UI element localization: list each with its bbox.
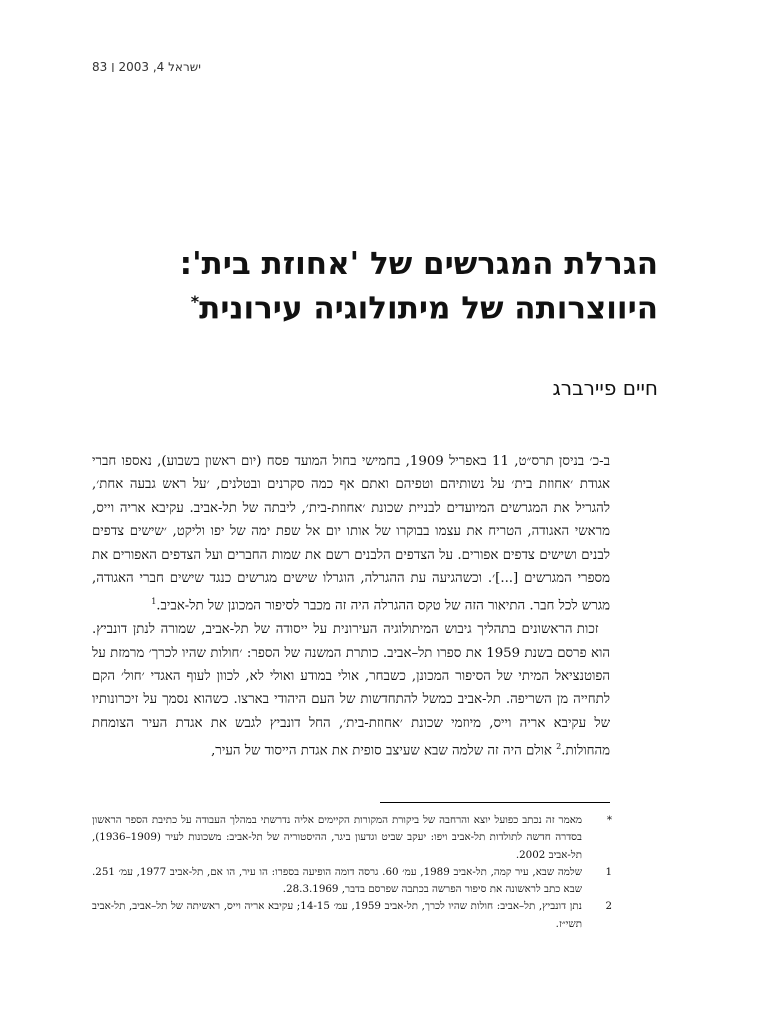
footnote-mark: 1 — [605, 865, 612, 878]
author-name: חיים פיירברג — [552, 376, 658, 400]
footnote — [92, 812, 612, 864]
title-footnote-mark: * — [190, 292, 200, 311]
footnotes — [92, 812, 612, 933]
footnote-separator — [380, 802, 610, 803]
title-line-2 — [98, 283, 658, 327]
running-head: ישראל 4, 2003 ׀ 83 — [92, 60, 201, 74]
footnote — [92, 864, 612, 899]
footnote-ref-1: 1 — [151, 597, 157, 607]
paragraph-2-tail: אולם היה זה שלמה שבא שעיצב סופית את אגדת הייסוד של העיר, — [211, 743, 557, 759]
footnote-ref-2: 2 — [556, 742, 562, 752]
paragraph-2 — [92, 618, 610, 763]
paragraph-1-text: ב-כ׳ בניסן תרס״ט, 11 באפריל 1909, בחמישי בחול המועד פסח (יום ראשון בשבוע), נאספו חברי אגודת ׳אחוזת בית׳ על נשותיהם וטפיהם ואתם אף כמה סקרנים ובטלנים, ׳על ראש גבעה אחת׳, להגריל את המגרשים המיועדים לבניית שכונת ׳אחוזת-בית׳, ליבתה של תל-אביב. עקיבא אריה וייס, מראשי האגודה, הטריח את עצמו בבוקרו של אותו יום אל שפת ימה של יפו וליקט, ׳שישים צדפים לבנים ושישים צדפים אפורים. על הצדפים הלבנים רשם את שמות החברים ועל הצדפים האפורים את מספרי המגרשים [...]׳. וכשהגיעה עת ההגרלה, הוגרלו שישים מגרשים כנגד שישים חברי האגודה, מגרש לכל חבר. התיאור הזה של טקס ההגרלה היה זה מכבר לסיפור המכונן של תל-אביב. — [92, 454, 610, 614]
paragraph-1 — [92, 450, 610, 618]
footnote-mark: * — [606, 814, 612, 826]
footnote-text: מאמר זה נכתב כפועל יוצא והרחבה של ביקורת המקורות הקיימים אליה נדרשתי במהלך העבודה על כתיבת הספר הראשון בסדרה חדשה לתולדות תל-אביב ויפו: יעקב שביט וגדעון ביגר, ההיסטוריה של תל-אביב: משכונות לעיר (1909–1936), תל-אביב 2002. — [92, 814, 582, 861]
paragraph-2-text: זכות הראשונים בתהליך גיבוש המיתולוגיה העירונית על ייסודה של תל-אביב, שמורה לנתן דונביץ. הוא פרסם בשנת 1959 את ספרו תל–אביב. כותרת המשנה של הספר: ׳חולות שהיו לכרך׳ מרמזת על הפוטנציאל המיתי של הסיפור המכונן, כשבחר, אולי במודע ואולי לא, לכוון לעוף האגדי ׳חול׳ הקם לתחייה מן השריפה. תל-אביב כמשל להתחדשות של העם היהודי בארצו. כשהוא נסמך על זיכרונותיו של עקיבא אריה וייס, מיוזמי שכונת ׳אחוזת-בית׳, החל דונביץ לגבש את אגדת העיר הצומחת מהחולות. — [92, 622, 611, 759]
title-line-1: הגרלת המגרשים של 'אחוזת בית': — [179, 246, 658, 282]
footnote-mark: 2 — [605, 900, 612, 913]
footnote-text: נתן דונביץ, תל–אביב: חולות שהיו לכרך, תל-אביב 1959, עמ׳ 14-15; עקיבא אריה וייס, ראשיתה של תל–אביב, תל-אביב תשי״ז. — [92, 900, 582, 930]
footnote-text: שלמה שבא, עיר קמה, תל-אביב 1989, עמ׳ 60. גרסה דומה הופיעה בספרו: הו עיר, הו אם, תל-אביב 1977, עמ׳ 251. שבא כתב לראשונה את סיפור הפרשה בכתבה שפרסם בדבר, 28.3.1969. — [92, 865, 582, 896]
footnote — [92, 898, 612, 933]
article-body — [92, 450, 610, 763]
title-line-2-text: היווצרותה של מיתולוגיה עירונית — [199, 290, 658, 327]
article-title — [98, 245, 658, 327]
